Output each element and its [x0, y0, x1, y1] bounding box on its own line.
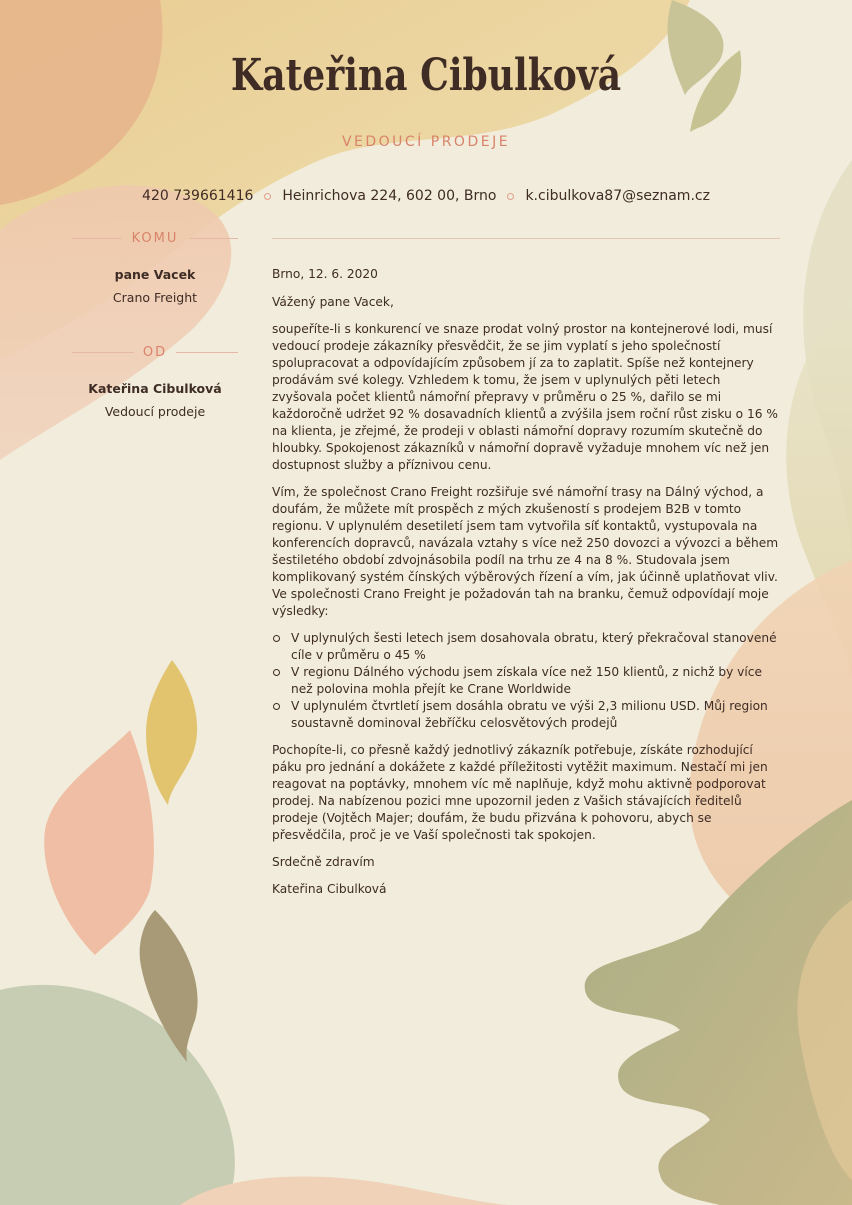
contact-info	[0, 188, 852, 204]
email-address: k.cibulkova87@seznam.cz	[525, 188, 710, 204]
applicant-title: VEDOUCÍ PRODEJE	[341, 134, 511, 150]
list-item-text: V uplynulém čtvrtletí jsem dosáhla obratu ve výši 2,3 milionu USD. Můj region soustavně dominoval žebříčku celosvětových prodejů	[291, 699, 768, 730]
list-item-text: V uplynulých šesti letech jsem dosahovala obratu, který překračoval stanovené cíle v průměru o 45 %	[291, 631, 777, 662]
letter-date: Brno, 12. 6. 2020	[272, 267, 378, 281]
recipient-company: Crano Freight	[112, 290, 198, 305]
sender-title: Vedoucí prodeje	[104, 404, 206, 419]
to-label: KOMU	[131, 231, 179, 246]
bullet-icon	[273, 635, 280, 642]
list-item	[272, 630, 784, 664]
list-item-text: V regionu Dálného východu jsem získala více než 150 klientů, z nichž by více než polovina mohla přejít ke Crane Worldwide	[291, 665, 762, 696]
applicant-name: Kateřina Cibulková	[230, 50, 622, 101]
separator-dot	[264, 193, 271, 200]
divider-line	[176, 352, 238, 353]
letter-signature: Kateřina Cibulková	[272, 882, 387, 896]
letter-greeting: Vážený pane Vacek,	[272, 295, 394, 309]
letter-paragraph: Vím, že společnost Crano Freight rozšiřuje své námořní trasy na Dálný východ, a doufám, že můžete mít prospěch z mých zkušeností s prodejem B2B v tomto regionu. V uplynulém desetiletí jsem tam vytvořila síť kontaktů, vystupovala na konferencích dopravců, navázala vztahy s více než 250 dovozci a vývozci a během šestiletého období zdvojnásobila podíl na trhu ze 4 na 8 %. Studovala jsem komplikovaný systém čínských výběrových řízení a vím, jak účinně uplatňovat vliv. Ve společnosti Crano Freight je požadován tah na branku, čemuž odpovídají moje výsledky:	[272, 485, 779, 618]
list-item	[272, 664, 784, 698]
sender-name: Kateřina Cibulková	[88, 381, 222, 396]
separator-dot	[507, 193, 514, 200]
letter-closing: Srdečně zdravím	[272, 855, 375, 869]
divider-line	[190, 238, 238, 239]
list-item	[272, 698, 784, 732]
letter-paragraph: soupeříte-li s konkurencí ve snaze prodat volný prostor na kontejnerové lodi, musí vedoucí prodeje zákazníky přesvědčit, že se jim vyplatí s jeho společností spolupracovat a odpovídajícím způsobem jí za to zaplatit. Spíše než kontejnery prodávám své kolegy. Vzhledem k tomu, že jsem v uplynulých pěti letech zvyšovala počet klientů námořní přepravy v průměru o 25 %, dařilo se mi každoročně udržet 92 % dosavadních klientů a zvýšila jsem roční růst zisku o 16 % na klienta, je zřejmé, že prodeji v oblasti námořní dopravy rozumím skutečně do hloubky. Spokojenost zákazníků v námořní dopravě vyžaduje mnohem víc než jen dostupnost služby a příznivou cenu.	[272, 322, 778, 472]
bullet-icon	[273, 703, 280, 710]
recipient-name: pane Vacek	[114, 267, 196, 282]
letter-paragraph: Pochopíte-li, co přesně každý jednotlivý zákazník potřebuje, získáte rozhodující páku pro jednání a dokážete z každé příležitosti vytěžit maximum. Nestačí mi jen reagovat na poptávky, mnohem víc mě naplňuje, když mohu aktivně podporovat prodej. Na nabízenou pozici mne upozornil jeden z Vašich stávajících ředitelů prodeje (Vojtěch Majer; doufám, že budu přizvána k pohovoru, abych se přesvědčila, proč je ve Vaší společnosti tak spokojen.	[272, 743, 768, 842]
divider-line	[272, 238, 780, 239]
letter-body	[272, 266, 784, 908]
achievements-list	[272, 630, 784, 732]
bullet-icon	[273, 669, 280, 676]
phone-number: 420 739661416	[142, 188, 254, 204]
address: Heinrichova 224, 602 00, Brno	[282, 188, 497, 204]
from-label: OD	[142, 345, 168, 360]
